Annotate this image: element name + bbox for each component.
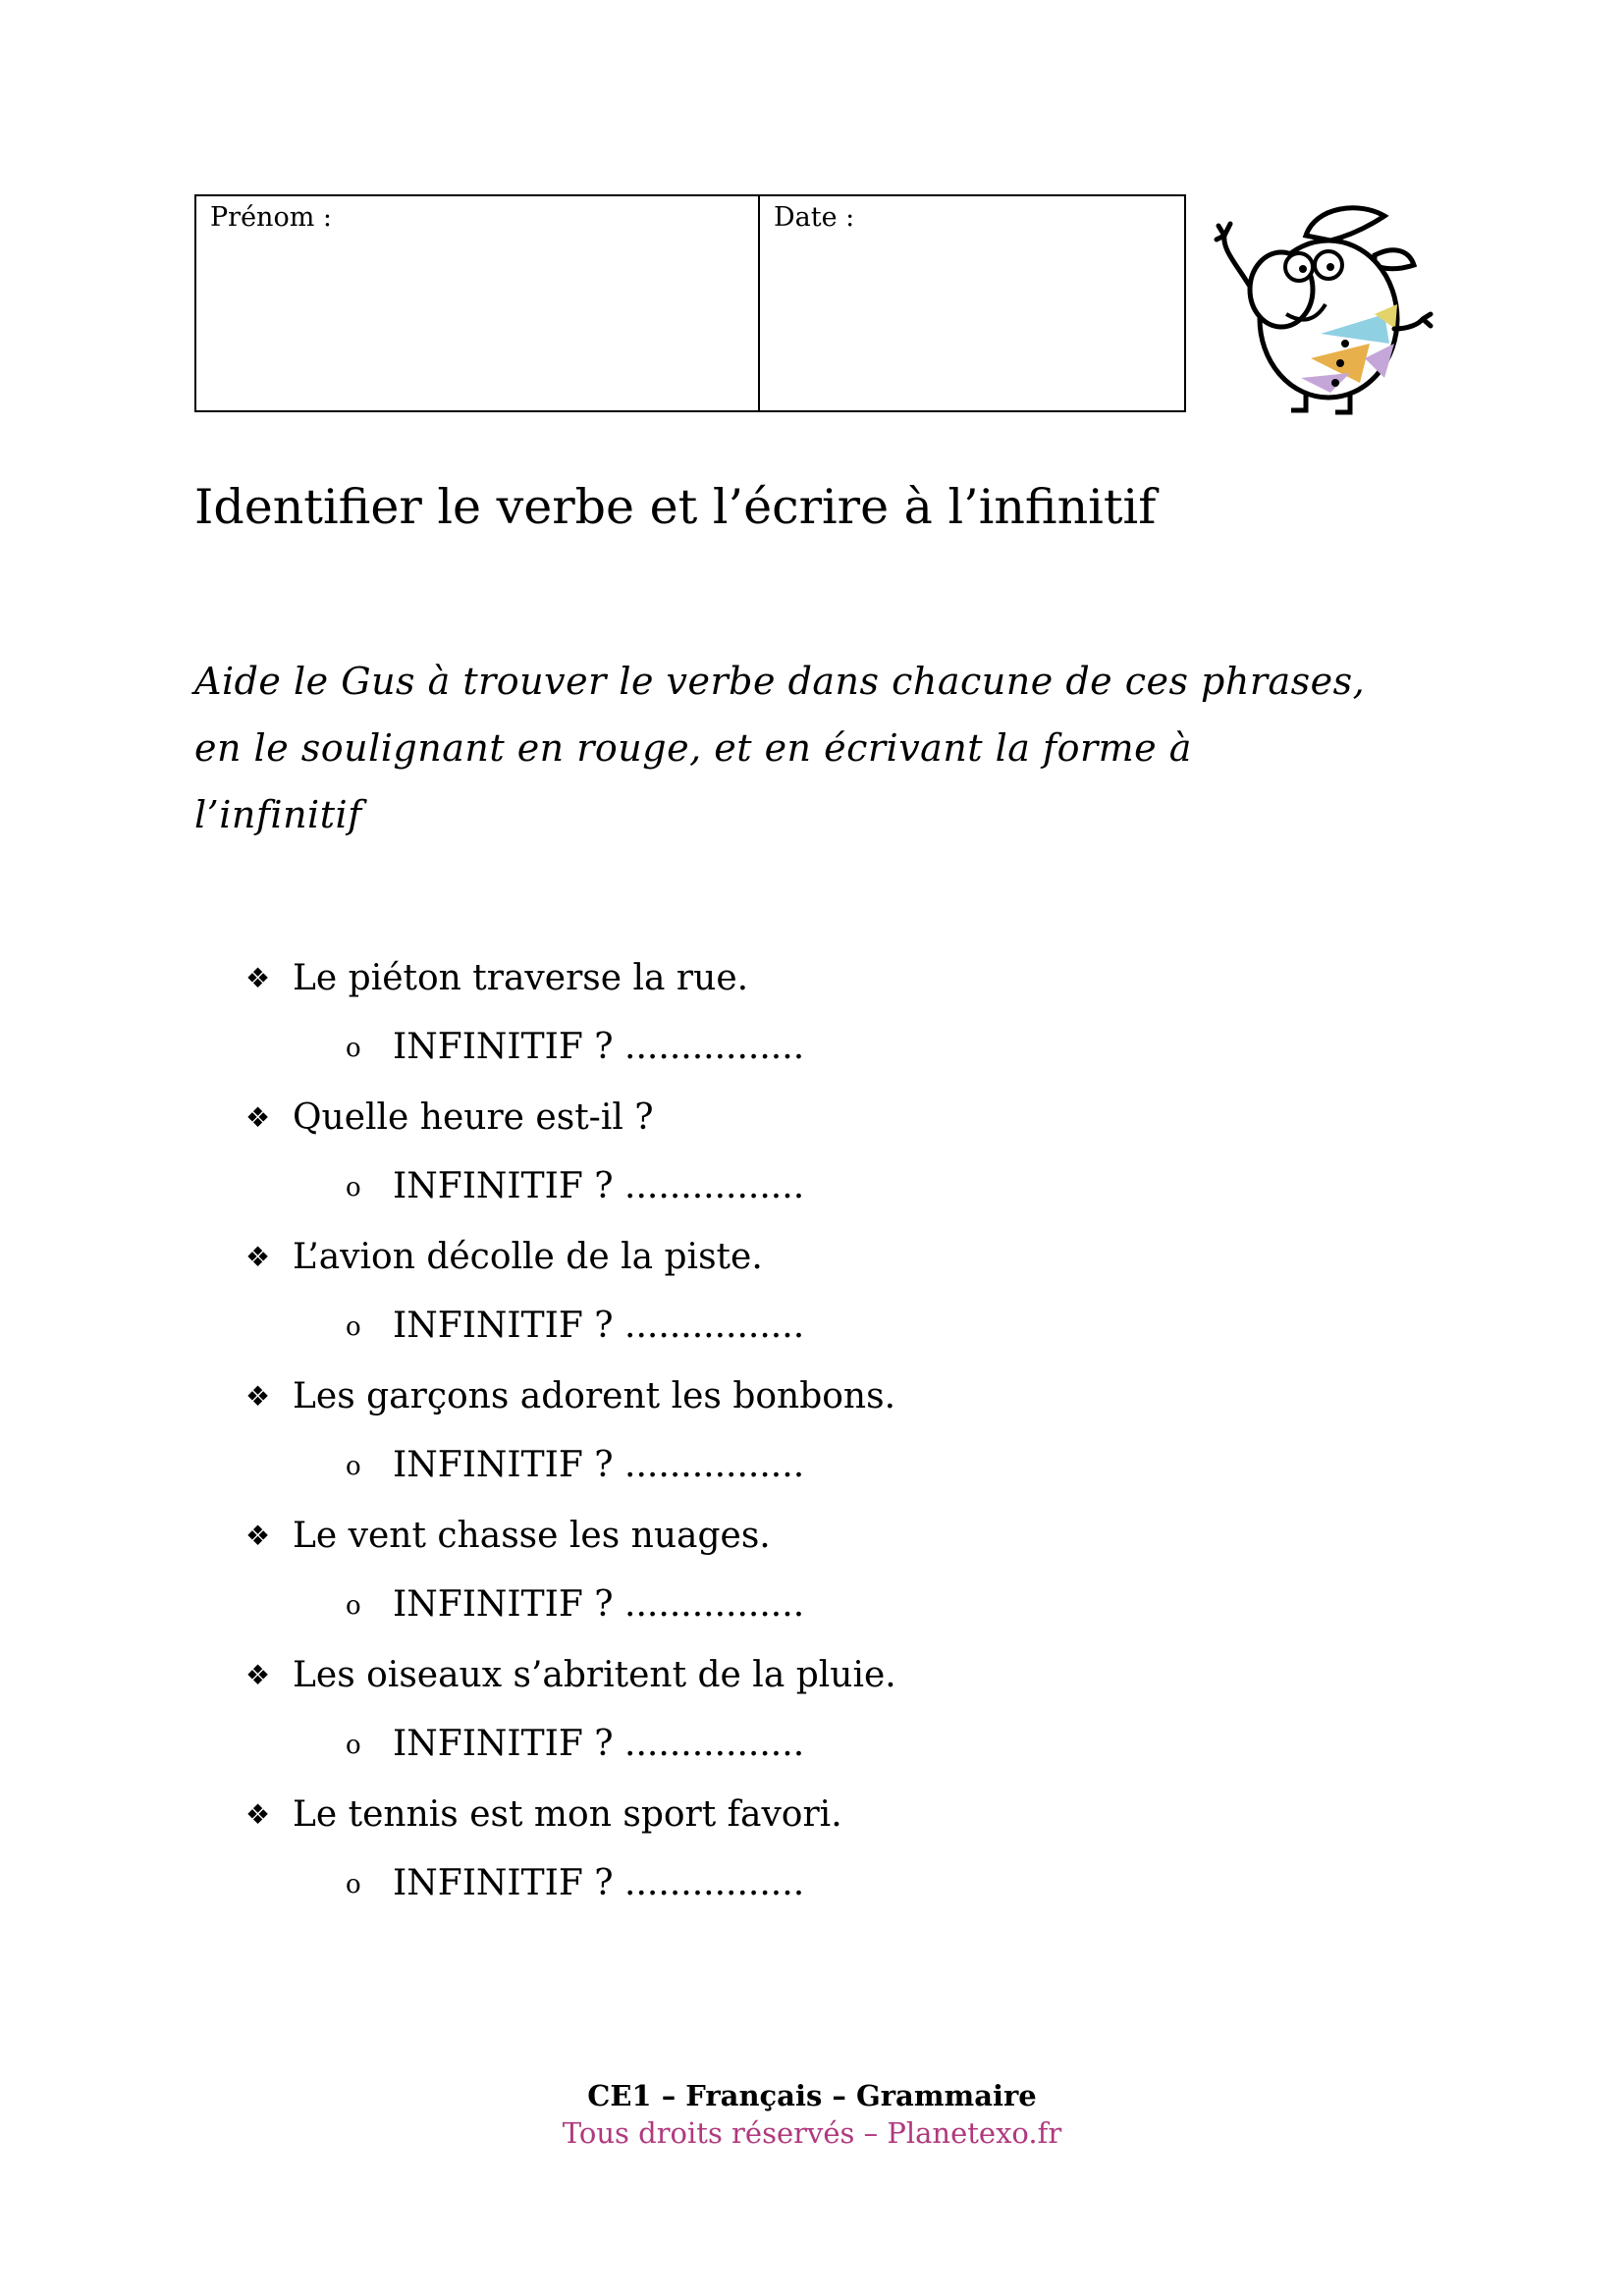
exercise-sentence — [245, 1651, 896, 1700]
circle-bullet-icon: o — [346, 1312, 361, 1342]
diamond-bullet-icon: ❖ — [245, 1101, 271, 1134]
answer-text: INFINITIF ? ................ — [393, 1166, 805, 1206]
answer-line[interactable] — [346, 1720, 804, 1770]
instructions-line: Aide le Gus à trouver le verbe dans chacune de ces phrases, — [194, 660, 1366, 703]
answer-text: INFINITIF ? ................ — [393, 1306, 805, 1346]
circle-bullet-icon: o — [346, 1591, 361, 1621]
answer-line[interactable] — [346, 1441, 804, 1491]
sentence-text: Les oiseaux s’abritent de la pluie. — [293, 1655, 896, 1695]
sentence-text: Les garçons adorent les bonbons. — [293, 1376, 896, 1416]
exercise-sentence — [245, 1233, 763, 1282]
answer-text: INFINITIF ? ................ — [393, 1027, 805, 1067]
exercise-item — [0, 1651, 1624, 1790]
exercise-item — [0, 954, 1624, 1094]
answer-line[interactable] — [346, 1859, 804, 1909]
sentence-text: L’avion décolle de la piste. — [293, 1237, 763, 1277]
answer-text: INFINITIF ? ................ — [393, 1445, 805, 1485]
diamond-bullet-icon: ❖ — [245, 1520, 271, 1552]
exercise-item — [0, 1094, 1624, 1233]
diamond-bullet-icon: ❖ — [245, 1798, 271, 1831]
answer-line[interactable] — [346, 1162, 804, 1212]
diamond-bullet-icon: ❖ — [245, 1241, 271, 1273]
circle-bullet-icon: o — [346, 1173, 361, 1202]
circle-bullet-icon: o — [346, 1731, 361, 1760]
circle-bullet-icon: o — [346, 1452, 361, 1481]
date-label: Date : — [774, 202, 855, 233]
exercise-item — [0, 1790, 1624, 1930]
answer-text: INFINITIF ? ................ — [393, 1584, 805, 1625]
sentence-text: Le tennis est mon sport favori. — [293, 1794, 842, 1835]
student-info-box — [194, 194, 1186, 412]
instructions-line: en le soulignant en rouge, et en écrivant la forme à — [194, 726, 1192, 770]
diamond-bullet-icon: ❖ — [245, 1659, 271, 1691]
circle-bullet-icon: o — [346, 1870, 361, 1899]
answer-line[interactable] — [346, 1023, 804, 1073]
diamond-bullet-icon: ❖ — [245, 962, 271, 994]
exercise-item — [0, 1372, 1624, 1512]
gus-mascot-icon — [1213, 196, 1434, 417]
prenom-field[interactable] — [196, 196, 760, 410]
sentence-text: Le piéton traverse la rue. — [293, 958, 749, 998]
footer-rights: Tous droits réservés – Planetexo.fr — [562, 2116, 1062, 2150]
prenom-label: Prénom : — [210, 202, 332, 233]
answer-text: INFINITIF ? ................ — [393, 1724, 805, 1764]
exercise-sentence — [245, 954, 748, 1003]
answer-text: INFINITIF ? ................ — [393, 1863, 805, 1903]
answer-line[interactable] — [346, 1302, 804, 1352]
footer-subject: CE1 – Français – Grammaire — [587, 2079, 1037, 2112]
exercise-sentence — [245, 1094, 654, 1143]
answer-line[interactable] — [346, 1580, 804, 1630]
sentence-text: Quelle heure est-il ? — [293, 1097, 654, 1138]
exercise-sentence — [245, 1372, 895, 1421]
instructions — [194, 648, 1490, 848]
footer — [0, 2077, 1624, 2152]
sentence-text: Le vent chasse les nuages. — [293, 1516, 771, 1556]
exercise-sentence — [245, 1790, 842, 1840]
page-title: Identifier le verbe et l’écrire à l’infinitif — [194, 479, 1157, 535]
diamond-bullet-icon: ❖ — [245, 1380, 271, 1413]
instructions-line: l’infinitif — [194, 793, 362, 836]
exercise-item — [0, 1512, 1624, 1651]
exercise-list — [0, 954, 1624, 1930]
exercise-item — [0, 1233, 1624, 1372]
circle-bullet-icon: o — [346, 1034, 361, 1063]
exercise-sentence — [245, 1512, 771, 1561]
date-field[interactable] — [760, 196, 1184, 410]
